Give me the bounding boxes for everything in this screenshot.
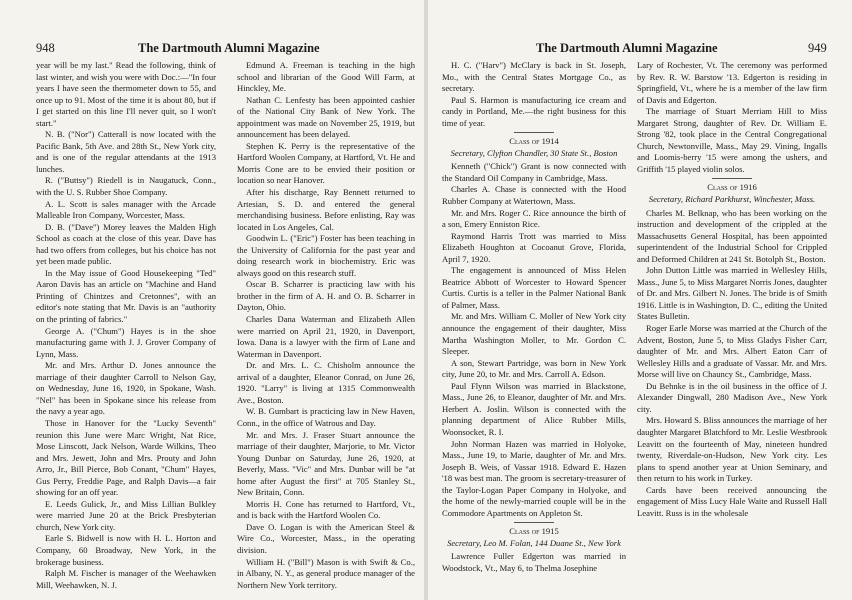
paragraph: W. B. Gumbart is practicing law in New Haven, Conn., in the office of Watrous and Day. xyxy=(237,406,415,428)
page-number-right: 949 xyxy=(808,41,827,55)
class-heading-1916: Class of 1916 xyxy=(707,182,757,193)
paragraph: Morris H. Cone has returned to Hartford, Vt., and is back with the Hartford Woolen Co. xyxy=(237,498,415,521)
left-column-2 xyxy=(237,60,415,591)
paragraph: N. B. ("Nor") Catterall is now located with the Pacific Bank, 5th Ave. and 28th St., New York city, and is one of the regular attendants at the 1913 lunches. xyxy=(36,129,216,174)
paragraph: Lary of Rochester, Vt. The ceremony was performed by Rev. R. W. Barstow '13. Edgerton is residing in Springfield, Vt., where he is a member of the law firm of Davis and Edgerton. xyxy=(637,60,827,105)
paragraph: A. L. Scott is sales manager with the Arcade Malleable Iron Company, Worcester, Mass. xyxy=(36,198,216,221)
paragraph: year will be my last." Read the following, think of last winter, and wish you were with Doc.:—"In four years I have seen the thermometer down to 55, and once up to 91. Most of the time it is about 80, but if I get started on this line I'll never quit, so I won't start." xyxy=(36,60,216,128)
running-header-left: The Dartmouth Alumni Magazine xyxy=(138,41,320,55)
paragraph: Dr. and Mrs. L. C. Chisholm announce the arrival of a daughter, Eleanor Conrad, on June 26, 1920. "Larry" is living at 1315 Commonwealth Ave., Boston. xyxy=(237,360,415,405)
class-heading-1915: Class of 1915 xyxy=(509,526,559,537)
paragraph: Mrs. Howard S. Bliss announces the marriage of her daughter Margaret Blatchford to Mr. Leslie Westbrook Leavitt on the fourteenth of May, nineteen hundred twenty, Riverdale-on-Hudson, New York city. Les plans to spend another year at Union Seminary, and then return to his work in Turkey. xyxy=(637,415,827,484)
paragraph: The marriage of Stuart Merriam Hill to Miss Margaret Strong, daughter of Rev. Dr. William E. Strong '82, took place in the Central Congregational Church, Newtonville, Mass., May 29. Vining, Ingalls and Loomis-berry '15 were among the ushers, and Griffith '15 played violin solos. xyxy=(637,106,827,174)
paragraph: Nathan C. Lenfesty has been appointed cashier of the National City Bank of New York. The appointment was made on November 25, 1919, but announcement has been delayed. xyxy=(237,94,415,140)
paragraph: Raymond Harris Trott was married to Miss Elizabeth Houghton at Cocoanut Grove, Florida, April 7, 1920. xyxy=(442,230,626,264)
paragraph: Roger Earle Morse was married at the Church of the Advent, Boston, June 5, to Miss Gladys Fisher Carr, daughter of Mr. and Mrs. Albert Eaton Carr of Wellesley Hills and a graduate of Vassar. Mr. and Mrs. Morse will live on Chauncy St., Cambridge, Mass. xyxy=(637,323,827,380)
paragraph: Ralph M. Fischer is manager of the Weehawken Mill, Weehawken, N. J. xyxy=(36,568,216,590)
paragraph: Dave O. Logan is with the American Steel & Wire Co., Worcester, Mass., in the operating division. xyxy=(237,521,415,555)
paragraph: William H. ("Bill") Mason is with Swift & Co., in Albany, N. Y., as general produce manager of the Northern New York territory. xyxy=(237,556,415,590)
paragraph: Paul S. Harmon is manufacturing ice cream and candy in Portland, Me.—the right business for this time of year. xyxy=(442,94,626,128)
paragraph: H. C. ("Harv") McClary is back in St. Joseph, Mo., with the Central States Mortgage Co., as secretary. xyxy=(442,60,626,94)
paragraph: Mr. and Mrs. William C. Moller of New York city announce the engagement of their daughter, Miss Martha Washington Moller, to Mr. Gordon C. Sleeper. xyxy=(442,311,626,357)
paragraph: Edmund A. Freeman is teaching in the high school and librarian of the Good Will Farm, at Hinckley, Me. xyxy=(237,60,415,94)
paragraph: Cards have been received announcing the engagement of Miss Lucy Hale Waite and Russell Hall Leavitt. Russ is in the wholesale xyxy=(637,484,827,518)
paragraph: Oscar B. Scharrer is practicing law with his brother in the firm of A. H. and O. B. Scharrer in Dayton, Ohio. xyxy=(237,279,415,313)
paragraph: Stephen K. Perry is the representative of the Hartford Woolen Company, at Hartford, Vt. He and Morris Cone are to be envied their position or location so near Hanover. xyxy=(237,140,415,186)
paragraph: The engagement is announced of Miss Helen Beatrice Abbott of Worcester to Howard Spencer Curtis. Curtis is a teller in the Palmer National Bank of Palmer, Mass. xyxy=(442,265,626,310)
paragraph: Lawrence Fuller Edgerton was married in Woodstock, Vt., May 6, to Thelma Josephine xyxy=(442,551,626,573)
paragraph: Mr. and Mrs. Roger C. Rice announce the birth of a son, Emery Enniston Rice. xyxy=(442,207,626,230)
paragraph: D. B. ("Dave") Morey leaves the Malden High School as coach at the close of this year. Dave has had two offers from colleges, but his choice has not yet been made public. xyxy=(36,221,216,267)
running-header-right: The Dartmouth Alumni Magazine xyxy=(536,41,718,55)
paragraph: Mr. and Mrs. J. Fraser Stuart announce the marriage of their daughter, Marjorie, to Mr. Victor Young Dunbar on Saturday, June 26, 1920, at Beverly, Mass. "Vic" and Mrs. Dunbar will be "at home after August the first" at 705 Stanley St., New Britain, Conn. xyxy=(237,429,415,498)
right-column-2 xyxy=(637,60,827,519)
page-number-left: 948 xyxy=(36,41,55,55)
paragraph: John Dutton Little was married in Wellesley Hills, Mass., June 5, to Miss Margaret Norris Jones, daughter of Dr. and Mrs. Gilbert N. Jones. The bride is of Smith 1916. Little is in Washington, D. C., editing the United States Bulletin. xyxy=(637,265,827,322)
section-divider xyxy=(712,178,752,179)
paragraph: Mr. and Mrs. Arthur D. Jones announce the marriage of their daughter Carroll to Nelson Gay, on Wednesday, June 16, 1920, in Spokane, Wash. "Nel" has been in Spokane since his release from the navy a year ago. xyxy=(36,360,216,417)
left-page xyxy=(0,0,424,600)
section-divider xyxy=(514,132,554,133)
paragraph: Du Behnke is in the oil business in the office of J. Alexander Dingwall, 280 Madison Ave., New York city. xyxy=(637,380,827,414)
class-secretary-1915: Secretary, Leo M. Folan, 144 Duane St., New York xyxy=(447,537,621,548)
paragraph: Earle S. Bidwell is now with H. L. Horton and Company, 60 Broadway, New York, in the brokerage business. xyxy=(36,533,216,567)
paragraph: After his discharge, Ray Bennett returned to Artesian, S. D. and entered the general merchandising business. Before enlisting, Ray was located in Los Angeles, Cal. xyxy=(237,187,415,232)
class-heading-1914: Class of 1914 xyxy=(509,136,559,147)
paragraph: Kenneth ("Chick") Grant is now connected with the Standard Oil Company in Cambridge, Mass. xyxy=(442,161,626,183)
paragraph: Charles Dana Waterman and Elizabeth Allen were married on April 21, 1920, in Davenport, Iowa. Dana is a lawyer with the firm of Lane and Waterman in Davenport. xyxy=(237,314,415,359)
right-column-1 xyxy=(442,60,626,575)
section-divider xyxy=(514,522,554,523)
paragraph: R. ("Buttsy") Riedell is in Naugatuck, Conn., with the U. S. Rubber Shoe Company. xyxy=(36,175,216,198)
paragraph: Charles M. Belknap, who has been working on the instruction and development of the crippled at the Massachusetts General Hospital, has been appointed superintendent of the Industrial School for Crippled and Deformed Children at 241 St. Botolph St., Boston. xyxy=(637,207,827,264)
paragraph: E. Leeds Gulick, Jr., and Miss Lillian Bulkley were married June 20 at the Brick Presbyterian church, New York city. xyxy=(36,498,216,532)
paragraph: Goodwin L. ("Eric") Foster has been teaching in the University of California for the past year and doing research work in biochemistry. Eric was always good on this research stuff. xyxy=(237,233,415,278)
paragraph: John Norman Hazen was married in Holyoke, Mass., June 19, to Marie, daughter of Mr. and Mrs. Joseph B. Weis, of Vassar 1918. Edward E. Hazen '18 was best man. The groom is secretary-treasurer of the Taylor-Logan Paper Company in Holyoke, and the home of the newly-married couple will be in the Commodore Apartments on Appleton St. xyxy=(442,438,626,518)
paragraph: A son, Stewart Partridge, was born in New York city, June 20, to Mr. and Mrs. Carroll A. Edson. xyxy=(442,357,626,380)
right-page xyxy=(428,0,852,600)
paragraph: Charles A. Chase is connected with the Hood Rubber Company at Watertown, Mass. xyxy=(442,184,626,207)
paragraph: In the May issue of Good Housekeeping "Ted" Aaron Davis has an article on "Machine and Hand Printing of Chintzes and Cretonnes", with an editor's note stating that Mr. Davis is an "authority on the printing of fabrics." xyxy=(36,267,216,325)
paragraph: George A. ("Chum") Hayes is in the shoe manufacturing game with J. J. Grover Company of Lynn, Mass. xyxy=(36,325,216,359)
paragraph: Paul Flynn Wilson was married in Blackstone, Mass., June 26, to Eleanor, daughter of Mr. and Mrs. Herbert A. Joslin. Wilson is connected with the planning department of Alice Rubber Mills, Woonsocket, R. I. xyxy=(442,380,626,437)
left-column-1 xyxy=(36,60,216,591)
class-secretary-1914: Secretary, Clyfton Chandler, 30 State St., Boston xyxy=(450,147,618,158)
class-secretary-1916: Secretary, Richard Parkhurst, Winchester, Mass. xyxy=(648,194,816,205)
paragraph: Those in Hanover for the "Lucky Seventh" reunion this June were Marc Wright, Nat Rice, Mose Linscott, Jack Nelson, Warde Wilkins, Theo and Mrs. Jewett, John and Mrs. Prouty and John Arro, Jr., Bill Pierce, Bob Conant, "Chum" Hayes, Gus Perry, Freddie Page, and Ralph Davis—a fair showing for an off year. xyxy=(36,417,216,498)
